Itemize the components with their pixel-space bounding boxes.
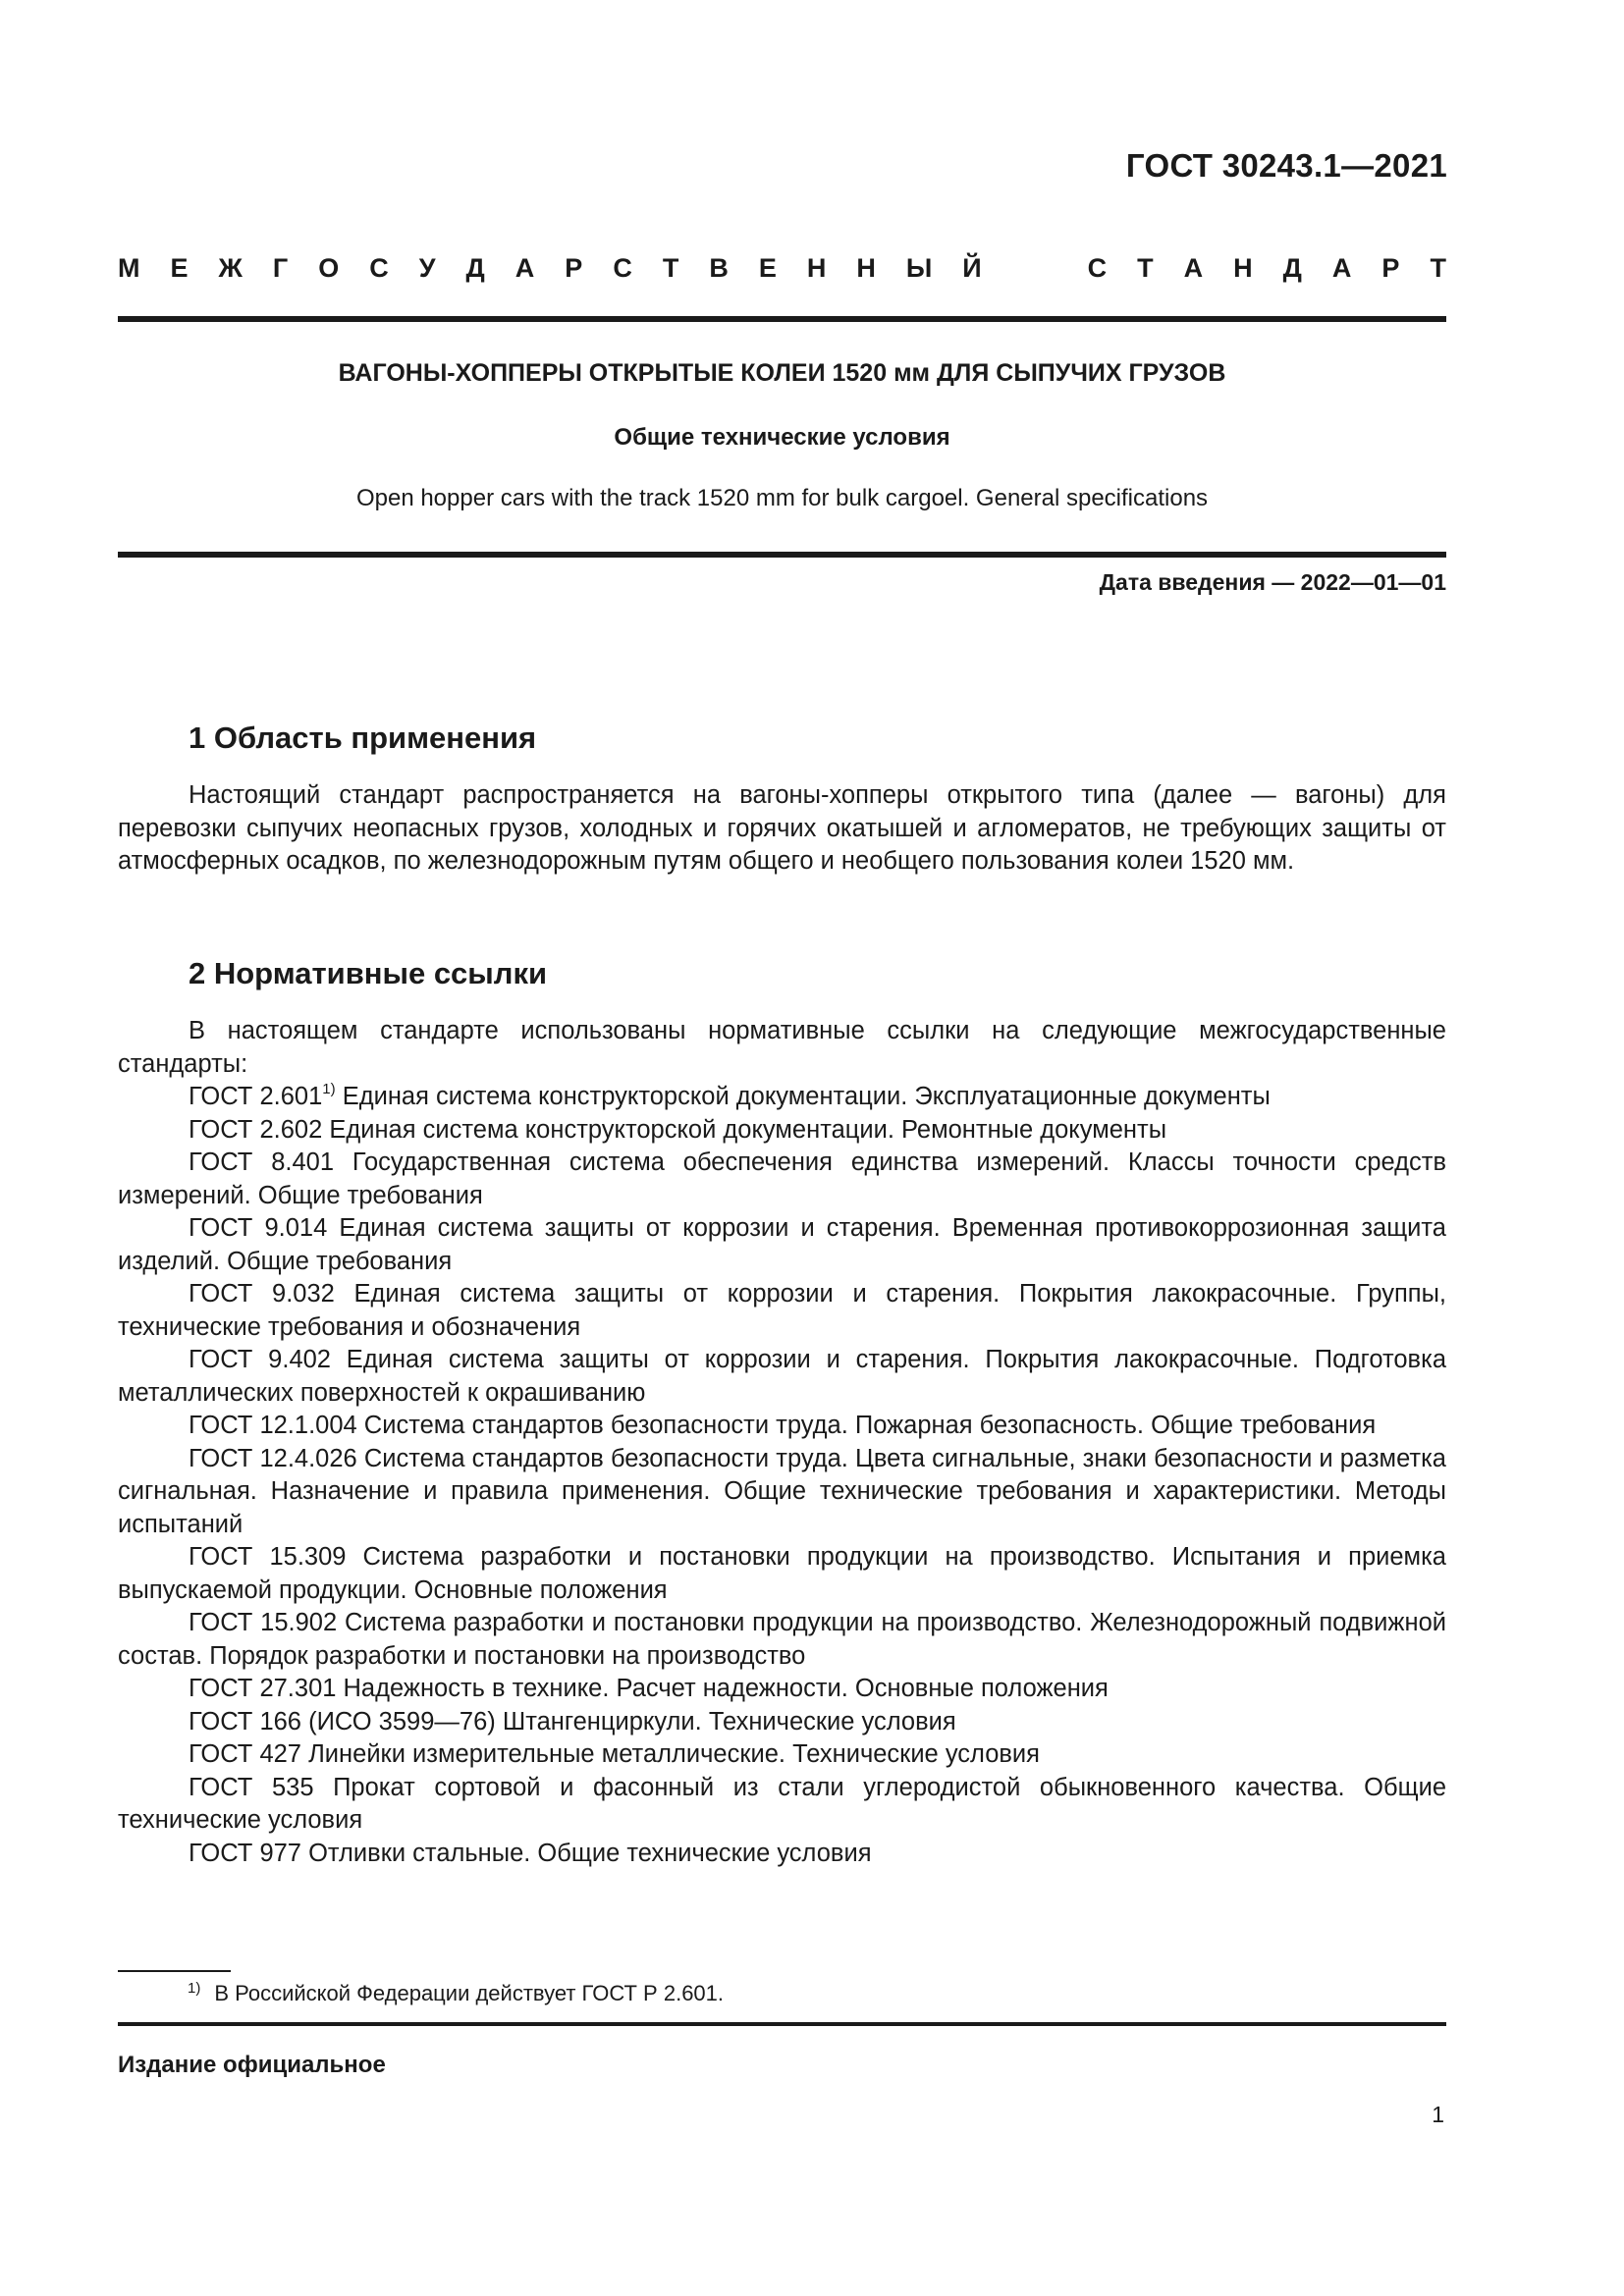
document-subtitle: Общие технические условия: [614, 424, 950, 451]
banner-word-gap: [1012, 253, 1057, 289]
banner-letter: Н: [856, 253, 876, 283]
document-title: ВАГОНЫ-ХОППЕРЫ ОТКРЫТЫЕ КОЛЕИ 1520 мм ДЛЯ СЫПУЧИХ ГРУЗОВ: [338, 359, 1226, 387]
banner-letter: Т: [1430, 253, 1446, 283]
banner-letter: Ж: [218, 253, 243, 283]
official-edition-label: Издание официальное: [118, 2052, 386, 2078]
banner-letter: Г: [272, 253, 289, 283]
banner-letter: Ы: [905, 253, 933, 283]
english-title: Open hopper cars with the track 1520 mm for bulk cargoel. General specifications: [355, 485, 1209, 511]
banner-letter: Р: [1381, 253, 1400, 283]
banner-letter: Е: [170, 253, 189, 283]
banner-letter: Т: [1137, 253, 1154, 283]
reference-item: ГОСТ 12.4.026 Система стандартов безопасности труда. Цвета сигнальные, знаки безопасности и разметка сигнальная. Назначение и правила применения. Общие технические требования и характеристики. Методы испытаний: [118, 1444, 1446, 1538]
reference-title: Единая система конструкторской документации. Эксплуатационные документы: [335, 1083, 1271, 1110]
banner-letter: Е: [758, 253, 777, 283]
reference-item: ГОСТ 27.301 Надежность в технике. Расчет надежности. Основные положения: [189, 1675, 1109, 1702]
section-1-body: [118, 779, 1446, 879]
document-number: ГОСТ 30243.1—2021: [1125, 147, 1447, 184]
banner-letter: М: [118, 253, 140, 283]
banner-letter: О: [318, 253, 340, 283]
section-2-body: [118, 1015, 1446, 1870]
introduction-date: Дата введения — 2022—01—01: [1099, 569, 1446, 595]
reference-item: ГОСТ 535 Прокат сортовой и фасонный из стали углеродистой обыкновенного качества. Общие технические условия: [118, 1773, 1446, 1834]
banner-letter: Н: [1233, 253, 1253, 283]
banner-letter: С: [613, 253, 632, 283]
reference-item: ГОСТ 977 Отливки стальные. Общие технические условия: [189, 1839, 872, 1867]
reference-item: ГОСТ 427 Линейки измерительные металлические. Технические условия: [189, 1740, 1040, 1768]
section-1-paragraph: Настоящий стандарт распространяется на вагоны-хопперы открытого типа (далее — вагоны) для перевозки сыпучих неопасных грузов, холодных и горячих окатышей и агломератов, не требующих защиты от атмосферных осадков, по железнодорожным путям общего и необщего пользования колеи 1520 мм.: [118, 781, 1446, 875]
reference-item: ГОСТ 9.402 Единая система защиты от коррозии и старения. Покрытия лакокрасочные. Подготовка металлических поверхностей к окрашиванию: [118, 1346, 1446, 1407]
reference-item: ГОСТ 8.401 Государственная система обеспечения единства измерений. Классы точности средств измерений. Общие требования: [118, 1148, 1446, 1209]
page-number: 1: [1432, 2102, 1444, 2127]
banner-letter: Р: [565, 253, 583, 283]
banner-letter: У: [418, 253, 436, 283]
reference-item: ГОСТ 166 (ИСО 3599—76) Штангенциркули. Технические условия: [189, 1707, 956, 1735]
banner-letter: Д: [465, 253, 485, 283]
banner-letter: А: [1183, 253, 1204, 283]
footnote-text: В Российской Федерации действует ГОСТ Р 2.601.: [214, 1981, 725, 2005]
reference-code: ГОСТ 2.601: [189, 1083, 323, 1110]
footer-divider: [118, 2022, 1446, 2026]
banner-letter: С: [369, 253, 389, 283]
footnote-separator: [118, 1970, 231, 1972]
banner-letter: С: [1087, 253, 1108, 283]
footnote-mark: 1): [322, 1081, 336, 1097]
reference-item: ГОСТ 12.1.004 Система стандартов безопасности труда. Пожарная безопасность. Общие требования: [189, 1412, 1377, 1439]
banner-letter: Д: [1282, 253, 1302, 283]
section-2-heading: 2 Нормативные ссылки: [189, 956, 548, 990]
banner-letter: Т: [662, 253, 679, 283]
footnote-number: 1): [188, 1980, 201, 1997]
reference-item: [118, 1081, 1446, 1114]
banner-letter: А: [514, 253, 535, 283]
reference-item: ГОСТ 2.602 Единая система конструкторской документации. Ремонтные документы: [189, 1115, 1167, 1144]
top-divider: [118, 316, 1446, 322]
reference-item: ГОСТ 9.032 Единая система защиты от коррозии и старения. Покрытия лакокрасочные. Группы, технические требования и обозначения: [118, 1280, 1446, 1341]
banner-letter: А: [1331, 253, 1352, 283]
section-1-heading: 1 Область применения: [189, 721, 537, 755]
reference-item: ГОСТ 15.902 Система разработки и постановки продукции на производство. Железнодорожный подвижной состав. Порядок разработки и постановки на производство: [118, 1609, 1446, 1670]
banner-letter: Н: [806, 253, 827, 283]
section-2-intro: В настоящем стандарте использованы нормативные ссылки на следующие межгосударственные стандарты:: [118, 1017, 1446, 1078]
reference-item: ГОСТ 15.309 Система разработки и постановки продукции на производство. Испытания и приемка выпускаемой продукции. Основные положения: [118, 1543, 1446, 1604]
footnote: [188, 1980, 724, 2006]
banner-letter: В: [709, 253, 729, 283]
interstate-standard-banner: [118, 253, 1446, 289]
banner-letter: Й: [962, 253, 982, 283]
reference-item: ГОСТ 9.014 Единая система защиты от коррозии и старения. Временная противокоррозионная защита изделий. Общие требования: [118, 1214, 1446, 1275]
title-divider: [118, 552, 1446, 558]
